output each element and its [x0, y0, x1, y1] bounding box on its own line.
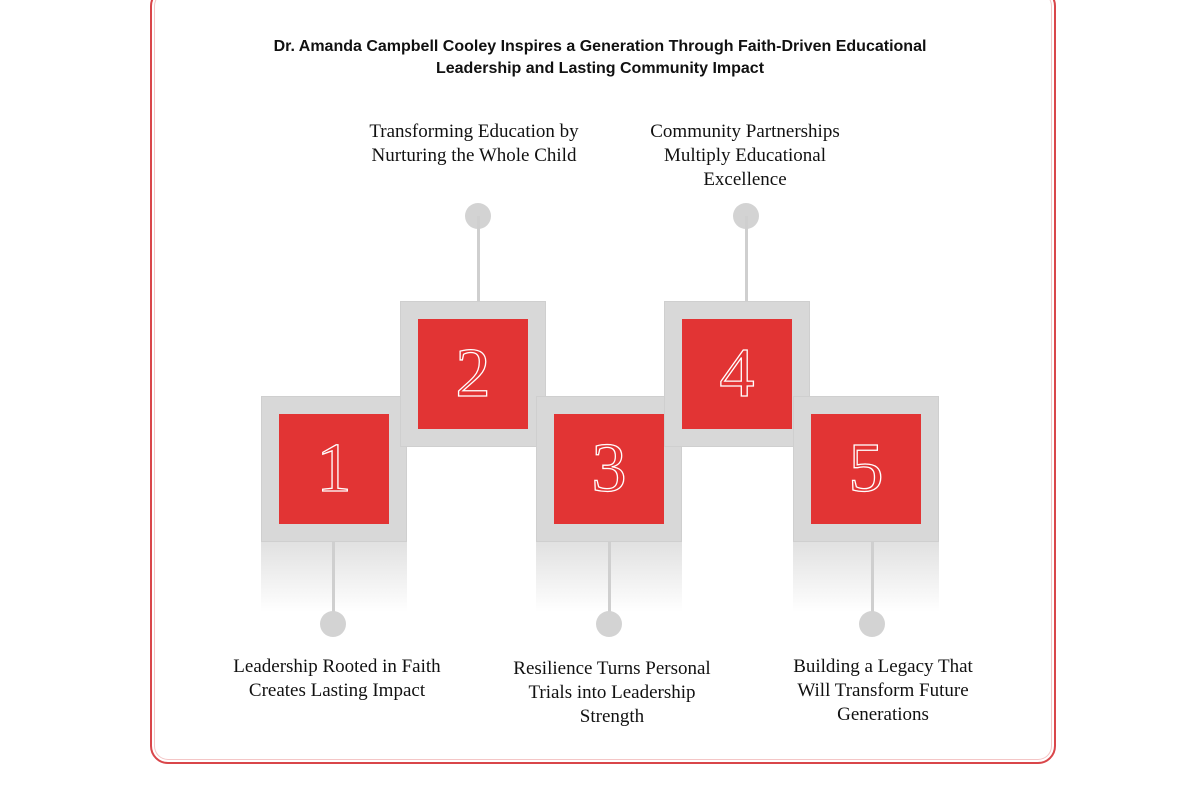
diagram-title [200, 36, 1000, 80]
step-3-label-line-2: Trials into Leadership [528, 682, 696, 703]
step-2-label-line-2: Nurturing the Whole Child [371, 145, 577, 166]
step-2-connector-line [477, 216, 480, 302]
step-3-label-line-1: Resilience Turns Personal [513, 658, 711, 679]
step-4-card [664, 301, 810, 447]
step-5-label-line-3: Generations [837, 704, 929, 725]
step-5-connector-dot [859, 611, 885, 637]
step-2-label [354, 120, 594, 168]
step-4-badge [682, 319, 792, 429]
step-5-label-line-2: Will Transform Future [797, 680, 969, 701]
step-3-label-line-3: Strength [579, 706, 645, 727]
step-3-badge [554, 414, 664, 524]
step-5-badge [811, 414, 921, 524]
step-2-label-line-1: Transforming Education by [369, 121, 579, 142]
step-5-label [763, 655, 1003, 727]
page-frame [150, 0, 1056, 764]
step-1-connector-dot [320, 611, 346, 637]
step-2-card [400, 301, 546, 447]
step-2-badge [418, 319, 528, 429]
step-5-number: 5 [848, 430, 884, 507]
step-4-connector-line [745, 216, 748, 302]
step-4-label [625, 120, 865, 192]
step-4-number: 4 [719, 335, 755, 412]
step-2-number: 2 [455, 335, 491, 412]
step-3-card [536, 396, 682, 542]
step-5-card [793, 396, 939, 542]
title-line-1: Dr. Amanda Campbell Cooley Inspires a Generation Through Faith-Driven Educational [273, 38, 927, 55]
step-3-connector-dot [596, 611, 622, 637]
step-1-label [217, 655, 457, 703]
step-5-reflection [793, 542, 939, 612]
step-4-label-line-3: Excellence [703, 169, 787, 190]
step-3-number: 3 [591, 430, 627, 507]
step-5-label-line-1: Building a Legacy That [793, 656, 973, 677]
step-1-number: 1 [316, 430, 352, 507]
step-4-label-line-2: Multiply Educational [663, 145, 826, 166]
step-3-label [492, 657, 732, 729]
step-4-label-line-1: Community Partnerships [650, 121, 840, 142]
step-1-badge [279, 414, 389, 524]
step-1-card [261, 396, 407, 542]
title-line-2: Leadership and Lasting Community Impact [435, 60, 765, 77]
step-1-label-line-1: Leadership Rooted in Faith [233, 656, 441, 677]
step-1-label-line-2: Creates Lasting Impact [248, 680, 426, 701]
